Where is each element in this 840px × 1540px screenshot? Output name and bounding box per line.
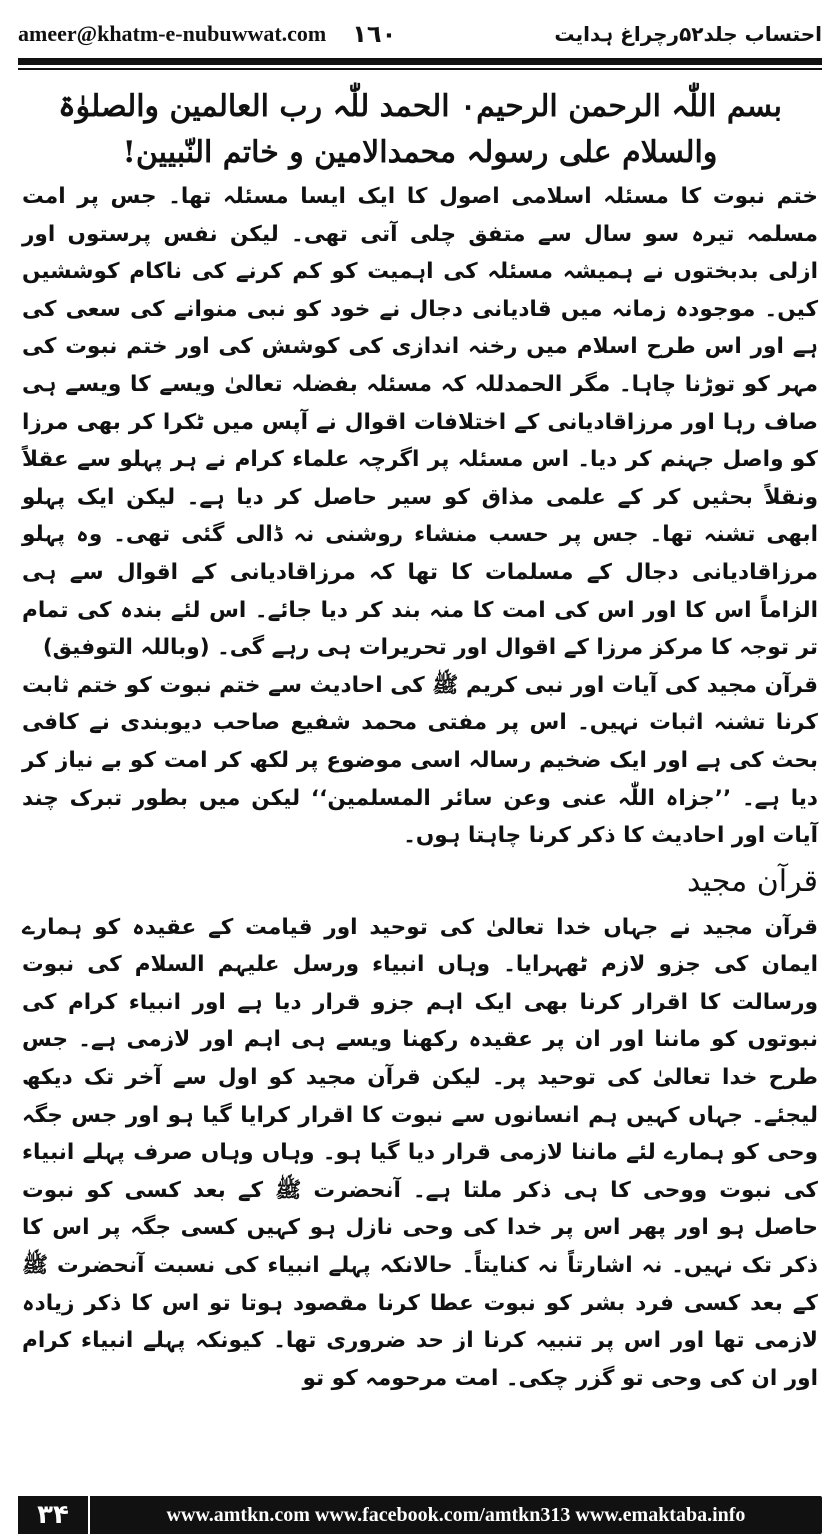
paragraph-quran-hadith: قرآن مجید کی آیات اور نبی کریم ﷺ کی احادیث سے ختم نبوت کو ختم ثابت کرنا تشنہ اثبات نہیں۔ اس پر مفتی محمد شفیع صاحب دیوبندی نے کافی بحث کی ہے اور ایک ضخیم رسالہ اسی موضوع پر لکھ کر امت کو بے نیاز کر دیا ہے۔ ’’جزاہ اللّٰہ عنی وعن سائر المسلمین‘‘ لیکن میں بطور تبرک چند آیات اور احادیث کا ذکر کرنا چاہتا ہوں۔ — [22, 672, 818, 849]
header-page-number: ١٦٠ — [352, 20, 397, 48]
header-left — [18, 20, 396, 48]
header-email: ameer@khatm-e-nubuwwat.com — [18, 21, 327, 46]
footer-urls: www.amtkn.com www.facebook.com/amtkn313 www.emaktaba.info — [166, 1503, 746, 1526]
paragraph-quran-section: قرآن مجید نے جہاں خدا تعالیٰ کی توحید اور قیامت کے عقیدہ کو ہمارے ایمان کی جزو لازم ٹھہرایا۔ وہاں انبیاء ورسل علیہم السلام کی نبوت ورسالت کا اقرار کرنا بھی ایک اہم جزو قرار دیا ہے اور انبیاء کرام کی نبوتوں کو ماننا اور ان پر عقیدہ رکھنا ویسے ہی اہم اور لازمی ہے۔ جس طرح خدا تعالیٰ کی توحید پر۔ لیکن قرآن مجید کو اول سے آخر تک دیکھ لیجئے۔ جہاں کہیں ہم انسانوں سے نبوت کا اقرار کرایا گیا ہو اور جس جگہ وحی کو ہمارے لئے ماننا لازمی قرار دیا گیا ہو۔ وہاں وہاں صرف پہلے انبیاء کی نبوت ووحی کا ہی ذکر ملتا ہے۔ آنحضرت ﷺ کے بعد کسی کو نبوت حاصل ہو اور پھر اس پر خدا کی وحی نازل ہو کہیں کسی جگہ پر اس کا ذکر تک نہیں۔ نہ اشارتاً نہ کنایتاً۔ حالانکہ پہلے انبیاء کی نسبت آنحضرت ﷺ کے بعد کسی فرد بشر کو نبوت عطا کرنا مقصود ہوتا تو اس کا ذکر زیادہ لازمی تھا اور اس پر تنبیہ کرنا از حد ضروری تھا۔ کیونکہ پہلے انبیاء کرام اور ان کی وحی تو گزر چکی۔ امت مرحومہ کو تو — [22, 914, 818, 1391]
footer-page-number: ۳۴ — [18, 1496, 90, 1534]
header-book-title: احتساب جلد۵۲رچراغ ہدایت — [554, 22, 822, 46]
page-content — [22, 84, 818, 1397]
section-heading-quran: قرآن مجید — [686, 863, 818, 899]
paragraph-intro: ختم نبوت کا مسئلہ اسلامی اصول کا ایک ایسا مسئلہ تھا۔ جس پر امت مسلمہ تیرہ سو سال سے متفق چلی آتی تھی۔ لیکن نفس پرستوں اور ازلی بدبختوں نے ہمیشہ مسئلہ کی اہمیت کو کم کرنے کی ناکام کوششیں کیں۔ موجودہ زمانہ میں قادیانی دجال نے خود کو نبی منوانے کی سعی کی ہے اور اس طرح اسلام میں رخنہ اندازی کی کوشش کی اور ختم نبوت کی مہر کو توڑنا چاہا۔ مگر الحمدللہ کہ مسئلہ بفضلہ تعالیٰ ویسے کا ویسے ہی صاف رہا اور مرزاقادیانی کے اختلافات اقوال نے آپس میں ٹکرا کر بھی مرزا کو واصل جہنم کر دیا۔ اس مسئلہ پر اگرچہ علماء کرام نے ہر پہلو سے عقلاً ونقلاً بحثیں کر کے علمی مذاق کو سیر حاصل کر دیا ہے۔ لیکن ایک پہلو ابھی تشنہ تھا۔ جس پر حسب منشاء روشنی نہ ڈالی گئی تھی۔ وہ پہلو مرزاقادیانی دجال کے مسلمات کا تھا کہ مرزاقادیانی کے اقوال سے ہی الزاماً اس کا اور اس کی امت کا منہ بند کر دیا جائے۔ اس لئے بندہ کی تمام تر توجہ کا مرکز مرزا کے اقوال اور تحریرات ہی رہے گی۔ (وباللہ التوفیق) — [22, 184, 818, 661]
page-header — [18, 14, 822, 54]
bismillah-line: بسم اللّٰہ الرحمن الرحیم۰ الحمد للّٰہ رب العالمین والصلوٰۃ والسلام علی رسولہ محمدالامین و خاتم النّبیین! — [58, 89, 782, 170]
page-footer — [18, 1496, 822, 1534]
header-rule-thick — [18, 58, 822, 65]
header-rule-thin — [18, 68, 822, 70]
